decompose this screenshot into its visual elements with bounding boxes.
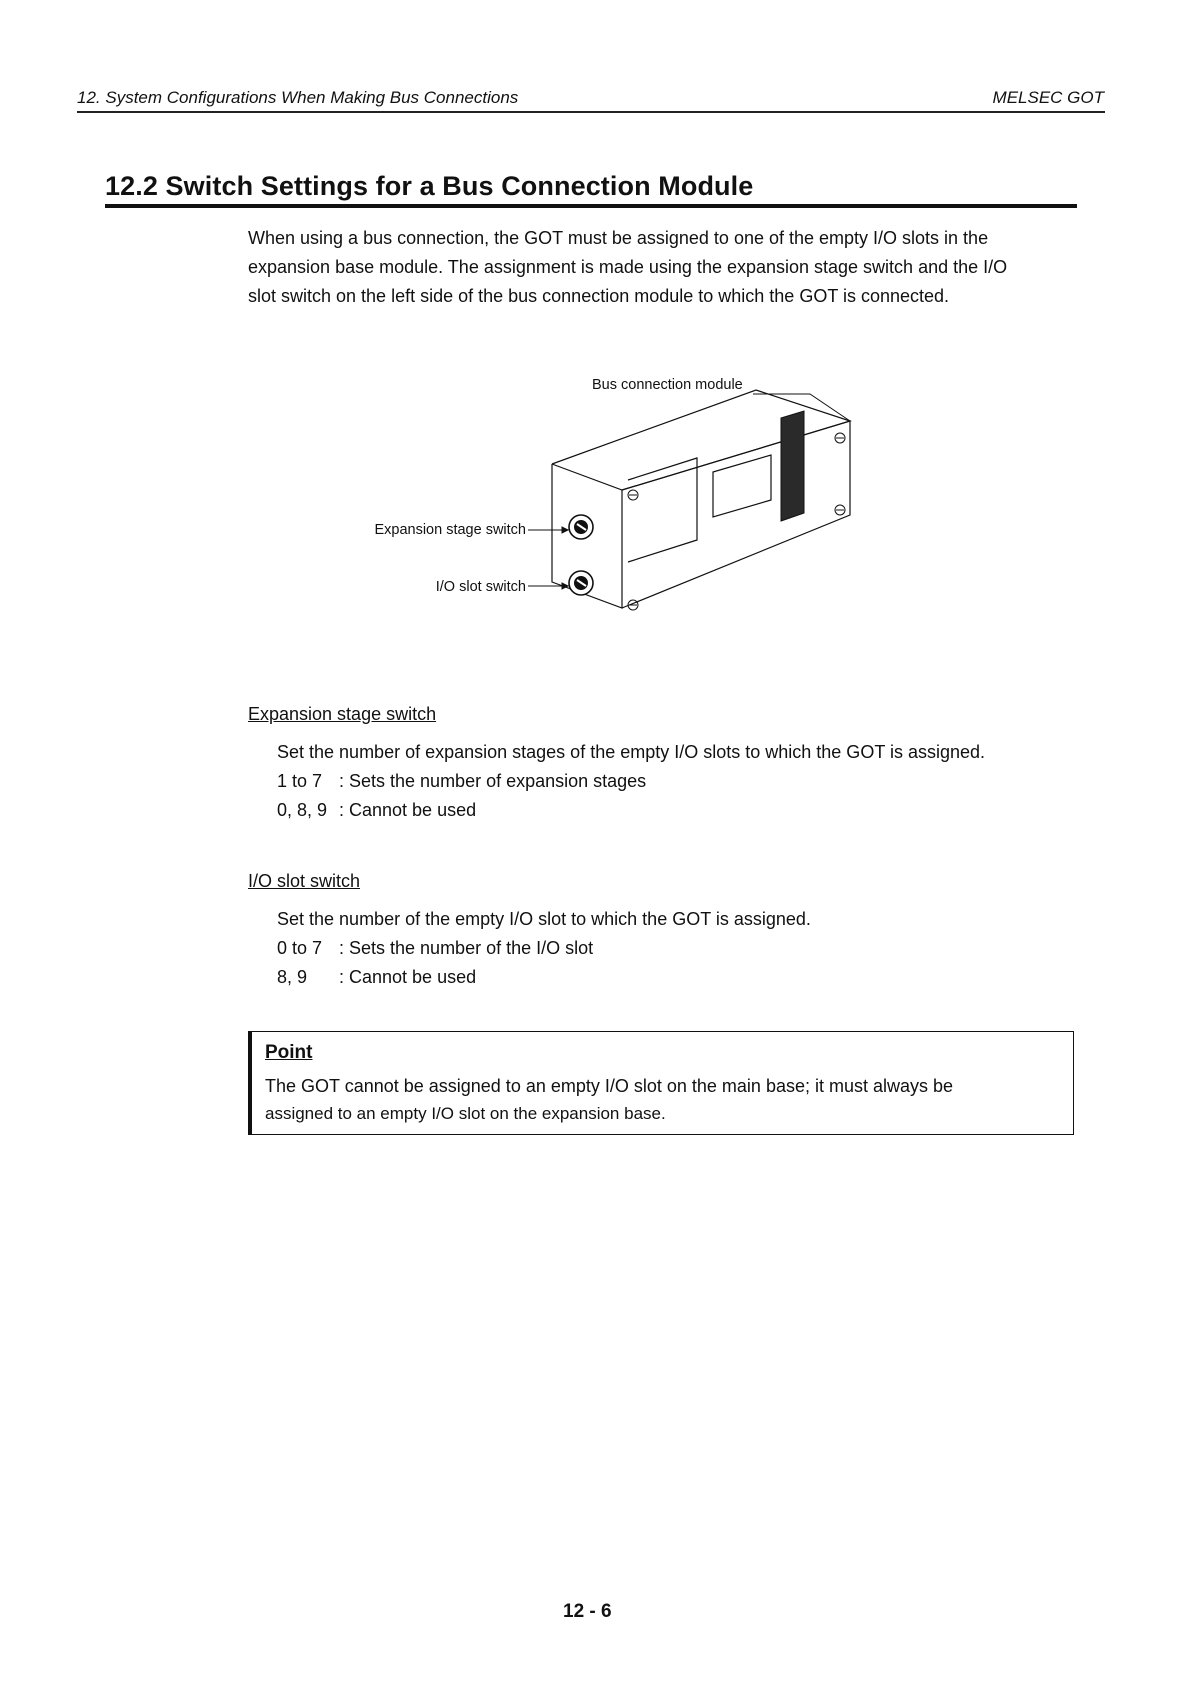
spec-meaning: : Cannot be used <box>339 967 477 987</box>
label-io-slot-switch: I/O slot switch <box>435 579 526 595</box>
expansion-stage-row <box>277 771 646 792</box>
spec-meaning: : Sets the number of expansion stages <box>339 771 647 791</box>
page-number: 12 - 6 <box>563 1601 612 1622</box>
section-title: 12.2 Switch Settings for a Bus Connection Module <box>105 171 754 201</box>
spec-range: 8, 9 <box>277 967 308 987</box>
header-product-name: MELSEC GOT <box>992 88 1104 107</box>
spec-range: 0 to 7 <box>277 938 323 958</box>
label-expansion-stage-switch: Expansion stage switch <box>374 522 526 538</box>
front-panel-left <box>628 458 697 562</box>
io-slot-heading: I/O slot switch <box>248 871 361 891</box>
expansion-stage-switch-graphic <box>569 515 593 539</box>
connector-strip <box>781 411 804 521</box>
expansion-stage-heading: Expansion stage switch <box>248 704 437 724</box>
expansion-stage-description: Set the number of expansion stages of the empty I/O slots to which the GOT is assigned. <box>277 742 986 762</box>
spec-range: 0, 8, 9 <box>277 800 328 820</box>
expansion-stage-row <box>277 800 476 821</box>
module-box <box>552 390 850 608</box>
spec-meaning: : Sets the number of the I/O slot <box>339 938 594 958</box>
io-slot-row <box>277 967 476 988</box>
point-body <box>265 1072 1060 1128</box>
section-title-underline <box>105 204 1077 208</box>
bus-connection-module-diagram <box>340 365 860 655</box>
io-slot-row <box>277 938 593 959</box>
intro-line: expansion base module. The assignment is made using the expansion stage switch and the I/O <box>248 257 1008 277</box>
point-note-box <box>248 1031 1074 1135</box>
label-bus-connection-module: Bus connection module <box>592 377 743 393</box>
module-top-face <box>552 390 850 490</box>
point-line: The GOT cannot be assigned to an empty I/O slot on the main base; it must always be <box>265 1076 954 1096</box>
intro-line: slot switch on the left side of the bus connection module to which the GOT is connected. <box>248 286 950 306</box>
io-slot-description: Set the number of the empty I/O slot to which the GOT is assigned. <box>277 909 811 929</box>
module-front-face <box>622 421 850 608</box>
spec-meaning: : Cannot be used <box>339 800 477 820</box>
intro-line: When using a bus connection, the GOT must be assigned to one of the empty I/O slots in the <box>248 228 989 248</box>
spec-range: 1 to 7 <box>277 771 323 791</box>
arrow-right-icon <box>562 527 568 533</box>
point-line: assigned to an empty I/O slot on the expansion base. <box>265 1104 666 1123</box>
module-illustration <box>340 365 860 655</box>
header-chapter-title: 12. System Configurations When Making Bus Connections <box>77 88 519 107</box>
front-panel-window <box>713 455 771 517</box>
intro-paragraph <box>248 224 1078 311</box>
mounting-screws <box>628 433 845 610</box>
point-label: Point <box>265 1042 313 1063</box>
io-slot-switch-graphic <box>569 571 593 595</box>
header-divider <box>77 111 1105 113</box>
